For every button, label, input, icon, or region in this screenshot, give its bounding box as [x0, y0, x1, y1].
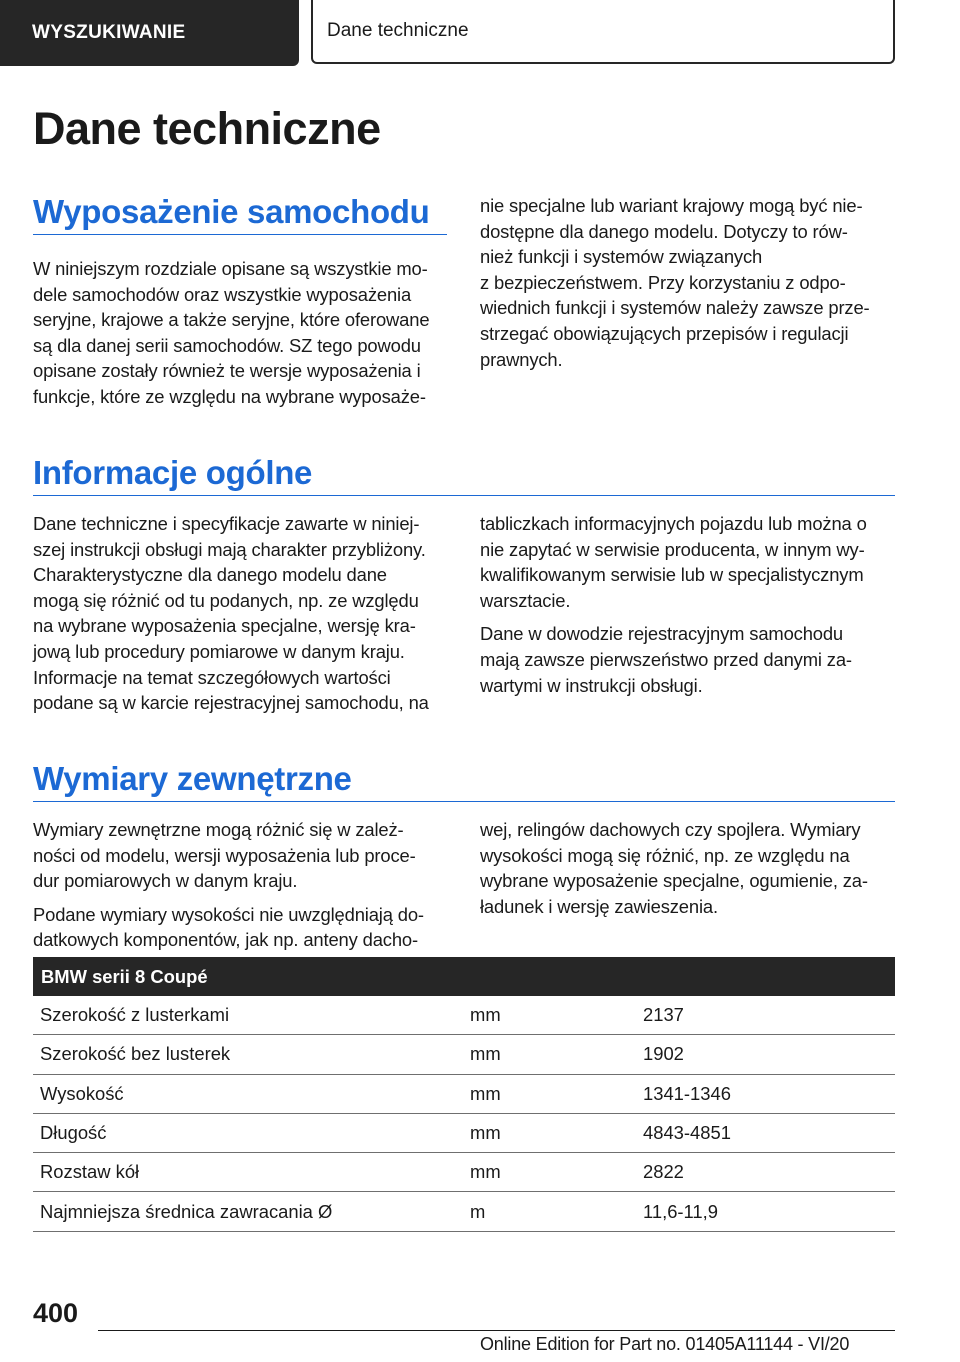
table-cell-unit: m — [470, 1200, 486, 1222]
table-cell-label: Długość — [40, 1122, 107, 1144]
table-cell-unit: mm — [470, 1161, 501, 1183]
table-row — [33, 1192, 895, 1231]
section-rule-dimensions — [33, 801, 895, 802]
search-tab-label: WYSZUKIWANIE — [32, 22, 186, 43]
section-heading-general: Informacje ogólne — [33, 454, 313, 491]
table-cell-unit: mm — [470, 1122, 501, 1144]
top-navigation — [0, 0, 960, 66]
paragraph: wej, relingów dachowych czy spojlera. Wymiary wysokości mogą się różnić, np. ze względu na wybrane wyposażenie specjalne, ogumienie, za- ładunek i wersję zawieszenia. — [480, 819, 868, 917]
table-cell-unit: mm — [470, 1043, 501, 1065]
paragraph: Podane wymiary wysokości nie uwzględniają do- datkowych komponentów, jak np. anteny dacho- — [33, 903, 424, 951]
search-tab[interactable] — [0, 0, 299, 66]
section-heading-dimensions: Wymiary zewnętrzne — [33, 760, 352, 797]
table-row — [33, 1114, 895, 1153]
table-cell-value: 2822 — [643, 1161, 684, 1183]
table-row — [33, 1153, 895, 1192]
table-cell-value: 2137 — [643, 1004, 684, 1026]
paragraph: tabliczkach informacyjnych pojazdu lub można o nie zapytać w serwisie producenta, w innym wy- kwalifikowanym serwisie lub w specjalistycznym warsztacie. — [480, 513, 867, 611]
section-general-col1 — [33, 511, 453, 724]
section-rule-equipment — [33, 234, 447, 235]
paragraph: Dane techniczne i specyfikacje zawarte w niniej- szej instrukcji obsługi mają charakter przybliżony. Charakterystyczne dla danego modelu dane mogą się różnić od tu podanych, np. ze względu na wybrane wyposażenia specjalne, wersję kra- jową lub procedury pomiarowe w danym kraju. Informacje na temat szczegółowych wartości podane są w karcie rejestracyjnej samochodu, na — [33, 513, 429, 714]
footer-edition: Online Edition for Part no. 01405A11144 - VI/20 — [480, 1334, 850, 1354]
footer-rule — [98, 1330, 895, 1331]
dimensions-table — [33, 957, 895, 1232]
section-dimensions-col2 — [480, 817, 900, 927]
section-dimensions-col1 — [33, 817, 453, 961]
paragraph: W niniejszym rozdziale opisane są wszystkie mo- dele samochodów oraz wszystkie wyposażenia seryjne, krajowe a także seryjne, które oferowane są dla danej serii samochodów. SZ tego powodu opisane zostały również te wersje wyposażenia i funkcje, które ze względu na wybrane wyposaże- — [33, 258, 430, 407]
table-cell-value: 1341-1346 — [643, 1082, 731, 1104]
table-header: BMW serii 8 Coupé — [33, 957, 895, 996]
table-cell-label: Wysokość — [40, 1082, 124, 1104]
paragraph: Wymiary zewnętrzne mogą różnić się w zależ- ności od modelu, wersji wyposażenia lub proce- dur pomiarowych w danym kraju. — [33, 819, 416, 892]
section-equipment-col2 — [480, 193, 900, 380]
section-tab[interactable] — [311, 0, 895, 64]
section-general-col2 — [480, 511, 900, 706]
page-title: Dane techniczne — [33, 103, 381, 154]
table-cell-label: Szerokość z lusterkami — [40, 1004, 230, 1026]
table-row — [33, 1075, 895, 1114]
table-cell-label: Najmniejsza średnica zawracania Ø — [40, 1200, 333, 1222]
page-number: 400 — [33, 1298, 79, 1328]
section-tab-label: Dane techniczne — [327, 20, 469, 41]
table-row — [33, 1035, 895, 1074]
table-cell-value: 1902 — [643, 1043, 684, 1065]
table-cell-unit: mm — [470, 1082, 501, 1104]
table-cell-label: Szerokość bez lusterek — [40, 1043, 231, 1065]
section-heading-equipment: Wyposażenie samochodu — [33, 193, 430, 230]
table-row — [33, 996, 895, 1035]
paragraph: Dane w dowodzie rejestracyjnym samochodu mają zawsze pierwszeństwo przed danymi za- wartymi w instrukcji obsługi. — [480, 623, 852, 696]
table-cell-value: 11,6-11,9 — [643, 1200, 718, 1222]
section-equipment-col1 — [33, 256, 453, 418]
table-cell-value: 4843-4851 — [643, 1122, 731, 1144]
table-cell-unit: mm — [470, 1004, 501, 1026]
section-rule-general — [33, 495, 895, 496]
table-cell-label: Rozstaw kół — [40, 1161, 140, 1183]
paragraph: nie specjalne lub wariant krajowy mogą być nie- dostępne dla danego modelu. Dotyczy to rów- nież funkcji i systemów związanych z bezpieczeństwem. Przy korzystaniu z odpo- wiednich funkcji i systemów należy zawsze prze- strzegać obowiązujących przepisów i regulacji prawnych. — [480, 195, 870, 370]
